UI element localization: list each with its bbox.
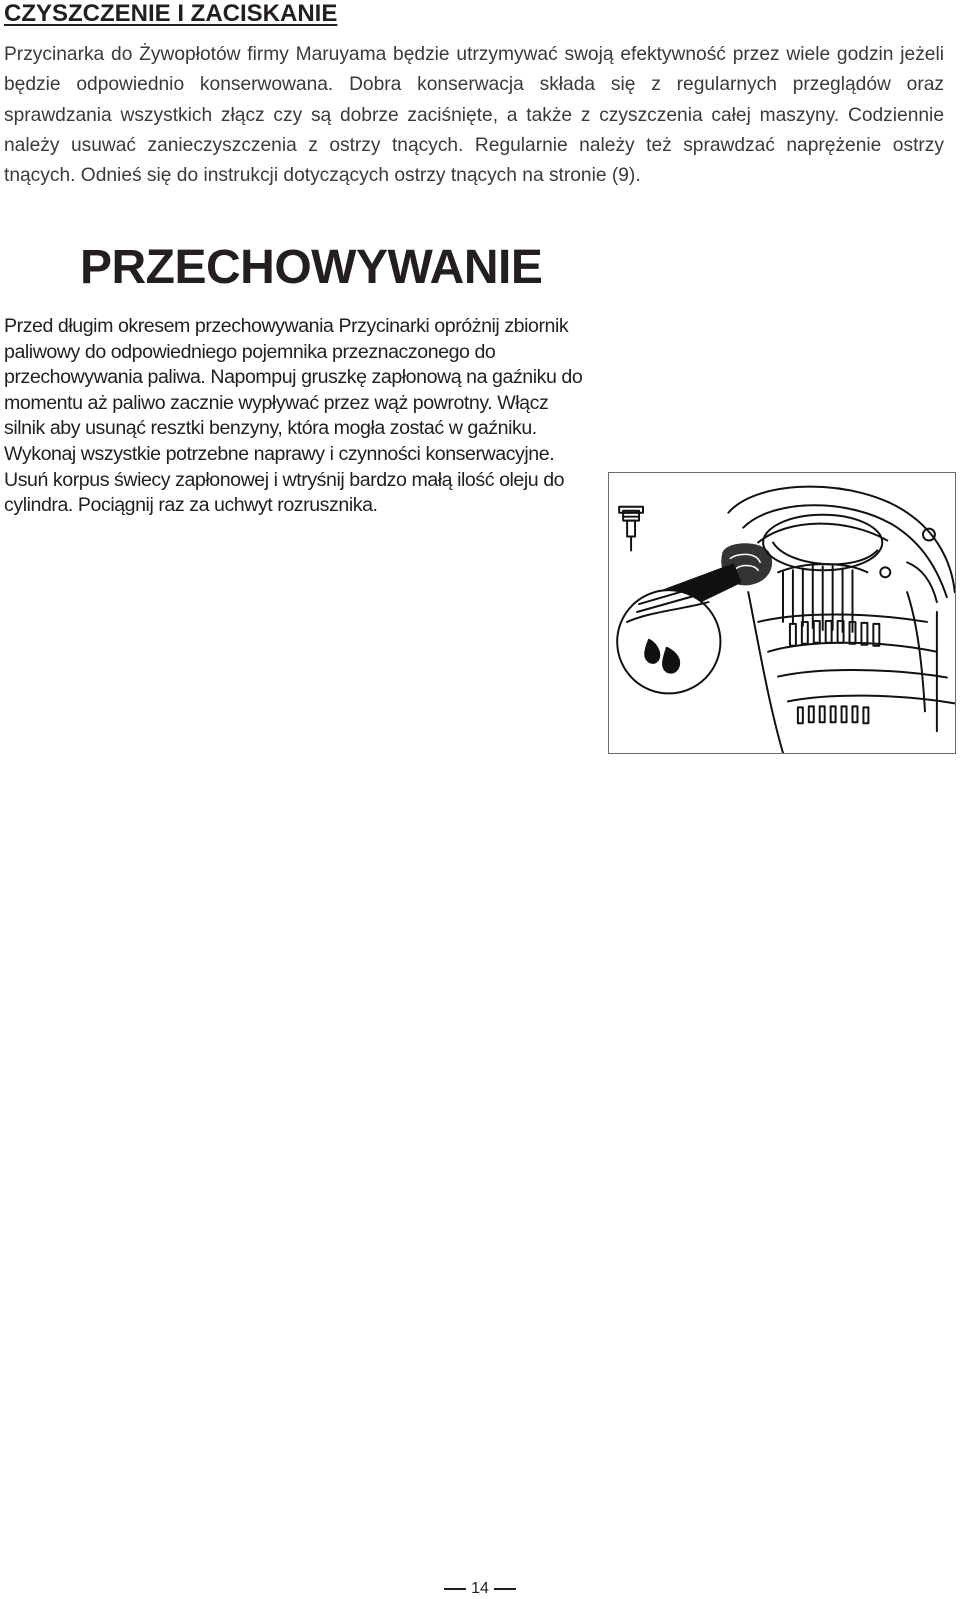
section-title-storage: PRZECHOWYWANIE — [80, 241, 543, 294]
section-title-cleaning: CZYSZCZENIE I ZACISKANIE — [4, 0, 338, 27]
page-number-value: 14 — [471, 1580, 489, 1597]
engine-oil-cylinder-illustration — [608, 472, 956, 754]
storage-paragraph: Przed długim okresem przechowywania Przycinarki opróżnij zbiornik paliwowy do odpowiedniego pojemnika przeznaczonego do przechowywania paliwa. Napompuj gruszkę zapłonową na gaźniku do momentu aż paliwo zacznie wypływać przez wąż powrotny. Włącz silnik aby usunąć resztki benzyny, która mogła zostać w gaźniku. Wykonaj wszystkie potrzebne naprawy i czynności konserwacyjne. Usuń korpus świecy zapłonowej i wtryśnij bardzo małą ilość oleju do cylindra. Pociągnij raz za uchwyt rozrusznika. — [4, 315, 583, 517]
page-number — [0, 1580, 960, 1598]
page-number-dash-left — [444, 1588, 466, 1590]
page-number-dash-right — [494, 1588, 516, 1590]
cleaning-paragraph: Przycinarka do Żywopłotów firmy Maruyama będzie utrzymywać swoją efektywność przez wiele godzin jeżeli będzie odpowiednio konserwowana. Dobra konserwacja składa się z regularnych przeglądów oraz sprawdzania wszystkich złącz czy są dobrze zaciśnięte, a także z czyszczenia całej maszyny. Codziennie należy usuwać zanieczyszczenia z ostrzy tnących. Regularnie należy też sprawdzać naprężenie ostrzy tnących. Odnieś się do instrukcji dotyczących ostrzy tnących na stronie (9). — [4, 44, 944, 187]
